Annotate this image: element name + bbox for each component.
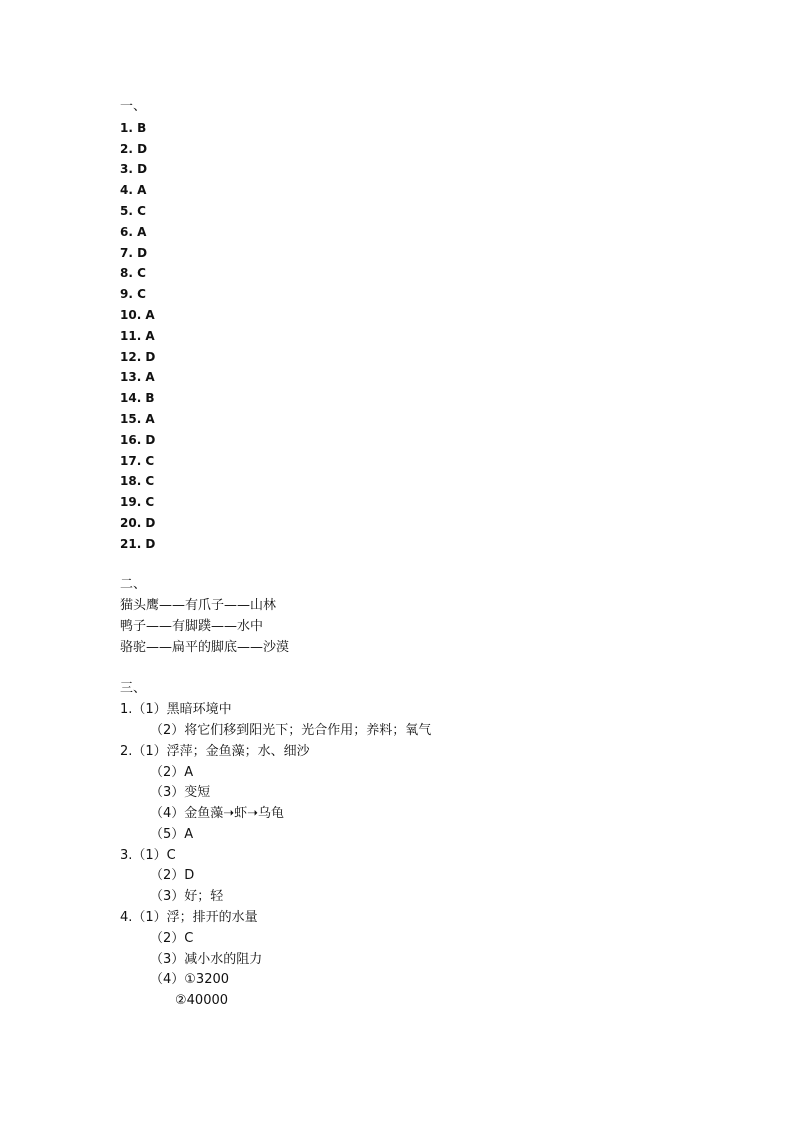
mc-answer-15: 15. A: [120, 411, 155, 426]
q2-part-4: （4）金鱼藻➝虾➝乌龟: [150, 806, 285, 822]
mc-answer-3: 3. D: [120, 162, 148, 177]
mc-answer-10: 10. A: [120, 307, 155, 322]
mc-answer-5: 5. C: [120, 203, 146, 218]
answer-sheet: [120, 97, 720, 1012]
mc-answer-2: 2. D: [120, 141, 148, 156]
mc-answer-6: 6. A: [120, 224, 147, 239]
q2-part-2: （2）A: [150, 764, 194, 780]
q3-part-3: （3）好；轻: [150, 889, 224, 905]
matching-line-1: 猫头鹰——有爪子——山林: [120, 598, 277, 614]
mc-answer-21: 21. D: [120, 536, 156, 551]
section-3-heading: 三、: [120, 681, 147, 697]
q2-part-5: （5）A: [150, 826, 194, 842]
mc-answer-17: 17. C: [120, 453, 155, 468]
mc-answer-8: 8. C: [120, 266, 146, 281]
q4-part-2: （2）C: [150, 930, 194, 946]
section-2-heading: 二、: [120, 577, 147, 593]
mc-answer-1: 1. B: [120, 120, 147, 135]
q4-part-5: ②40000: [175, 993, 229, 1009]
multiple-choice-list: [120, 118, 720, 555]
matching-line-3: 骆驼——扁平的脚底——沙漠: [120, 639, 290, 655]
mc-answer-12: 12. D: [120, 349, 156, 364]
mc-answer-20: 20. D: [120, 515, 156, 530]
mc-answer-9: 9. C: [120, 287, 146, 302]
q2-part-3: （3）变短: [150, 785, 211, 801]
q3-part-2: （2）D: [150, 868, 195, 884]
mc-answer-11: 11. A: [120, 328, 155, 343]
mc-answer-4: 4. A: [120, 183, 147, 198]
q4-part-1: 4.（1）浮；排开的水量: [120, 910, 258, 926]
q3-part-1: 3.（1）C: [120, 847, 176, 863]
mc-answer-19: 19. C: [120, 495, 155, 510]
mc-answer-7: 7. D: [120, 245, 148, 260]
mc-answer-14: 14. B: [120, 391, 155, 406]
q4-part-3: （3）减小水的阻力: [150, 951, 263, 967]
matching-line-2: 鸭子——有脚蹼——水中: [120, 618, 264, 634]
mc-answer-13: 13. A: [120, 370, 155, 385]
spacer: [120, 659, 720, 680]
mc-answer-18: 18. C: [120, 474, 155, 489]
q1-part-1: 1.（1）黑暗环境中: [120, 702, 232, 718]
spacer: [120, 555, 720, 576]
q2-part-1: 2.（1）浮萍；金鱼藻；水、细沙: [120, 743, 310, 759]
q1-part-2: （2）将它们移到阳光下；光合作用；养料；氧气: [150, 722, 432, 738]
section-1-heading: 一、: [120, 99, 147, 114]
q4-part-4: （4）①3200: [150, 972, 230, 988]
mc-answer-16: 16. D: [120, 432, 156, 447]
